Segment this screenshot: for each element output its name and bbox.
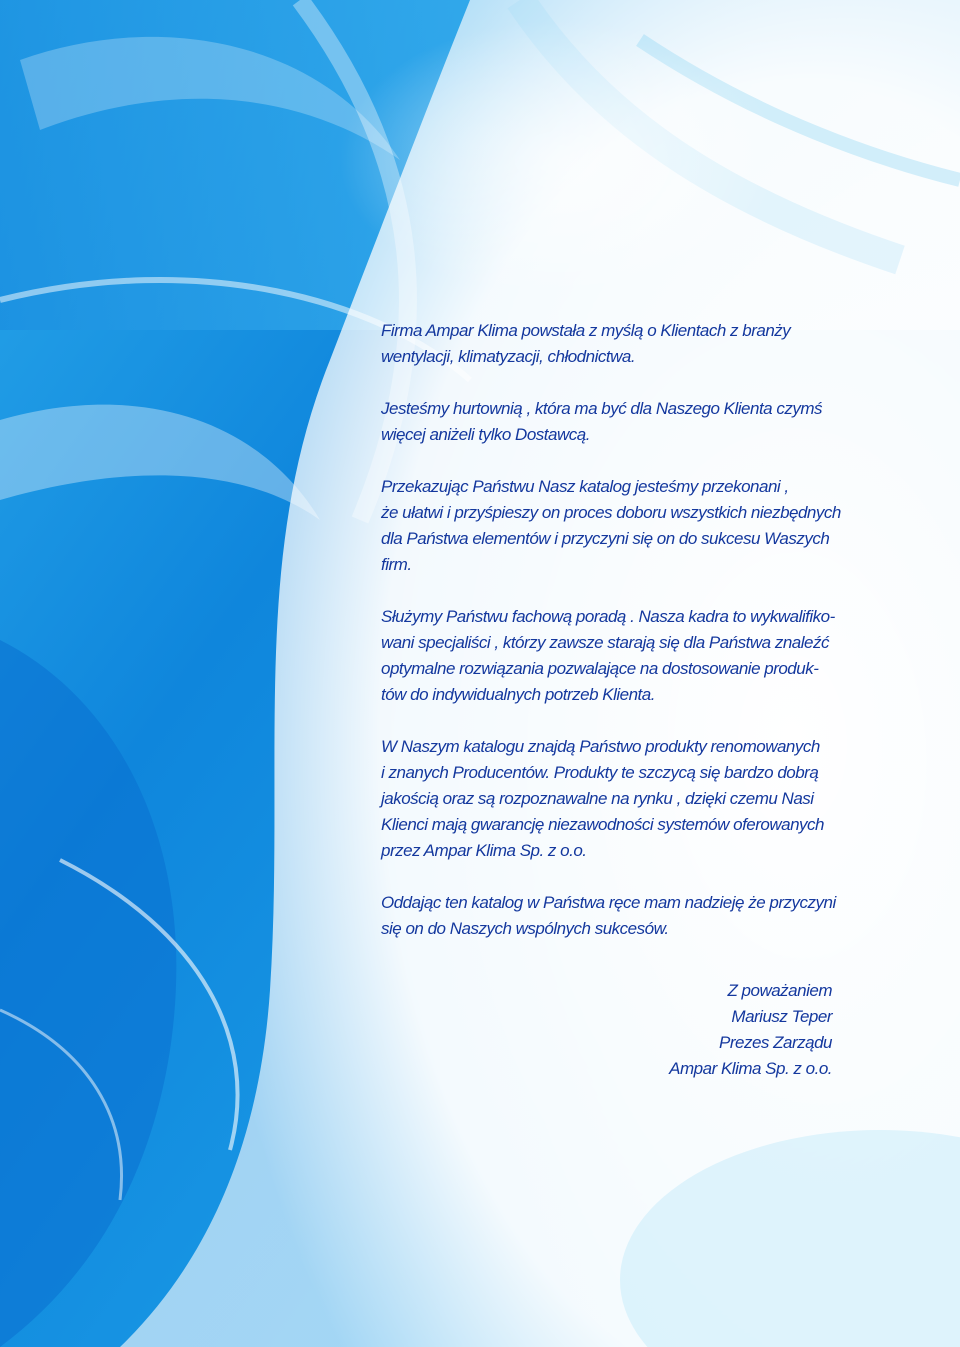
letter-paragraph-2: Jesteśmy hurtownią , która ma być dla Naszego Klienta czymś więcej aniżeli tylko Dostawcą. xyxy=(381,399,823,444)
letter-paragraph-5: W Naszym katalogu znajdą Państwo produkty renomowanych i znanych Producentów. Produkty te szczycą się bardzo dobrą jakością oraz są rozpoznawalne na rynku , dzięki czemu Nasi Klienci mają gwarancję niezawodności systemów oferowanych przez Ampar Klima Sp. z o.o. xyxy=(381,737,825,860)
signature-closing: Z poważaniem xyxy=(727,981,832,1000)
signature-block xyxy=(669,978,832,1082)
signature-role: Prezes Zarządu xyxy=(719,1033,832,1052)
signature-company: Ampar Klima Sp. z o.o. xyxy=(669,1059,832,1078)
letter-paragraph-1: Firma Ampar Klima powstała z myślą o Klientach z branży wentylacji, klimatyzacji, chłodnictwa. xyxy=(381,321,791,366)
letter-paragraph-6: Oddając ten katalog w Państwa ręce mam nadzieję że przyczyni się on do Naszych wspólnych sukcesów. xyxy=(381,893,836,938)
letter-paragraph-4: Służymy Państwu fachową poradą . Nasza kadra to wykwalifiko- wani specjaliści , którzy zawsze starają się dla Państwa znaleźć optymalne rozwiązania pozwalające na dostosowanie produk- tów do indywidualnych potrzeb Klienta. xyxy=(381,607,835,704)
signature-name: Mariusz Teper xyxy=(731,1007,832,1026)
letter-paragraph-3: Przekazując Państwu Nasz katalog jesteśmy przekonani , że ułatwi i przyśpieszy on proces doboru wszystkich niezbędnych dla Państwa elementów i przyczyni się on do sukcesu Waszych firm. xyxy=(381,477,841,574)
letter-body xyxy=(381,318,881,968)
